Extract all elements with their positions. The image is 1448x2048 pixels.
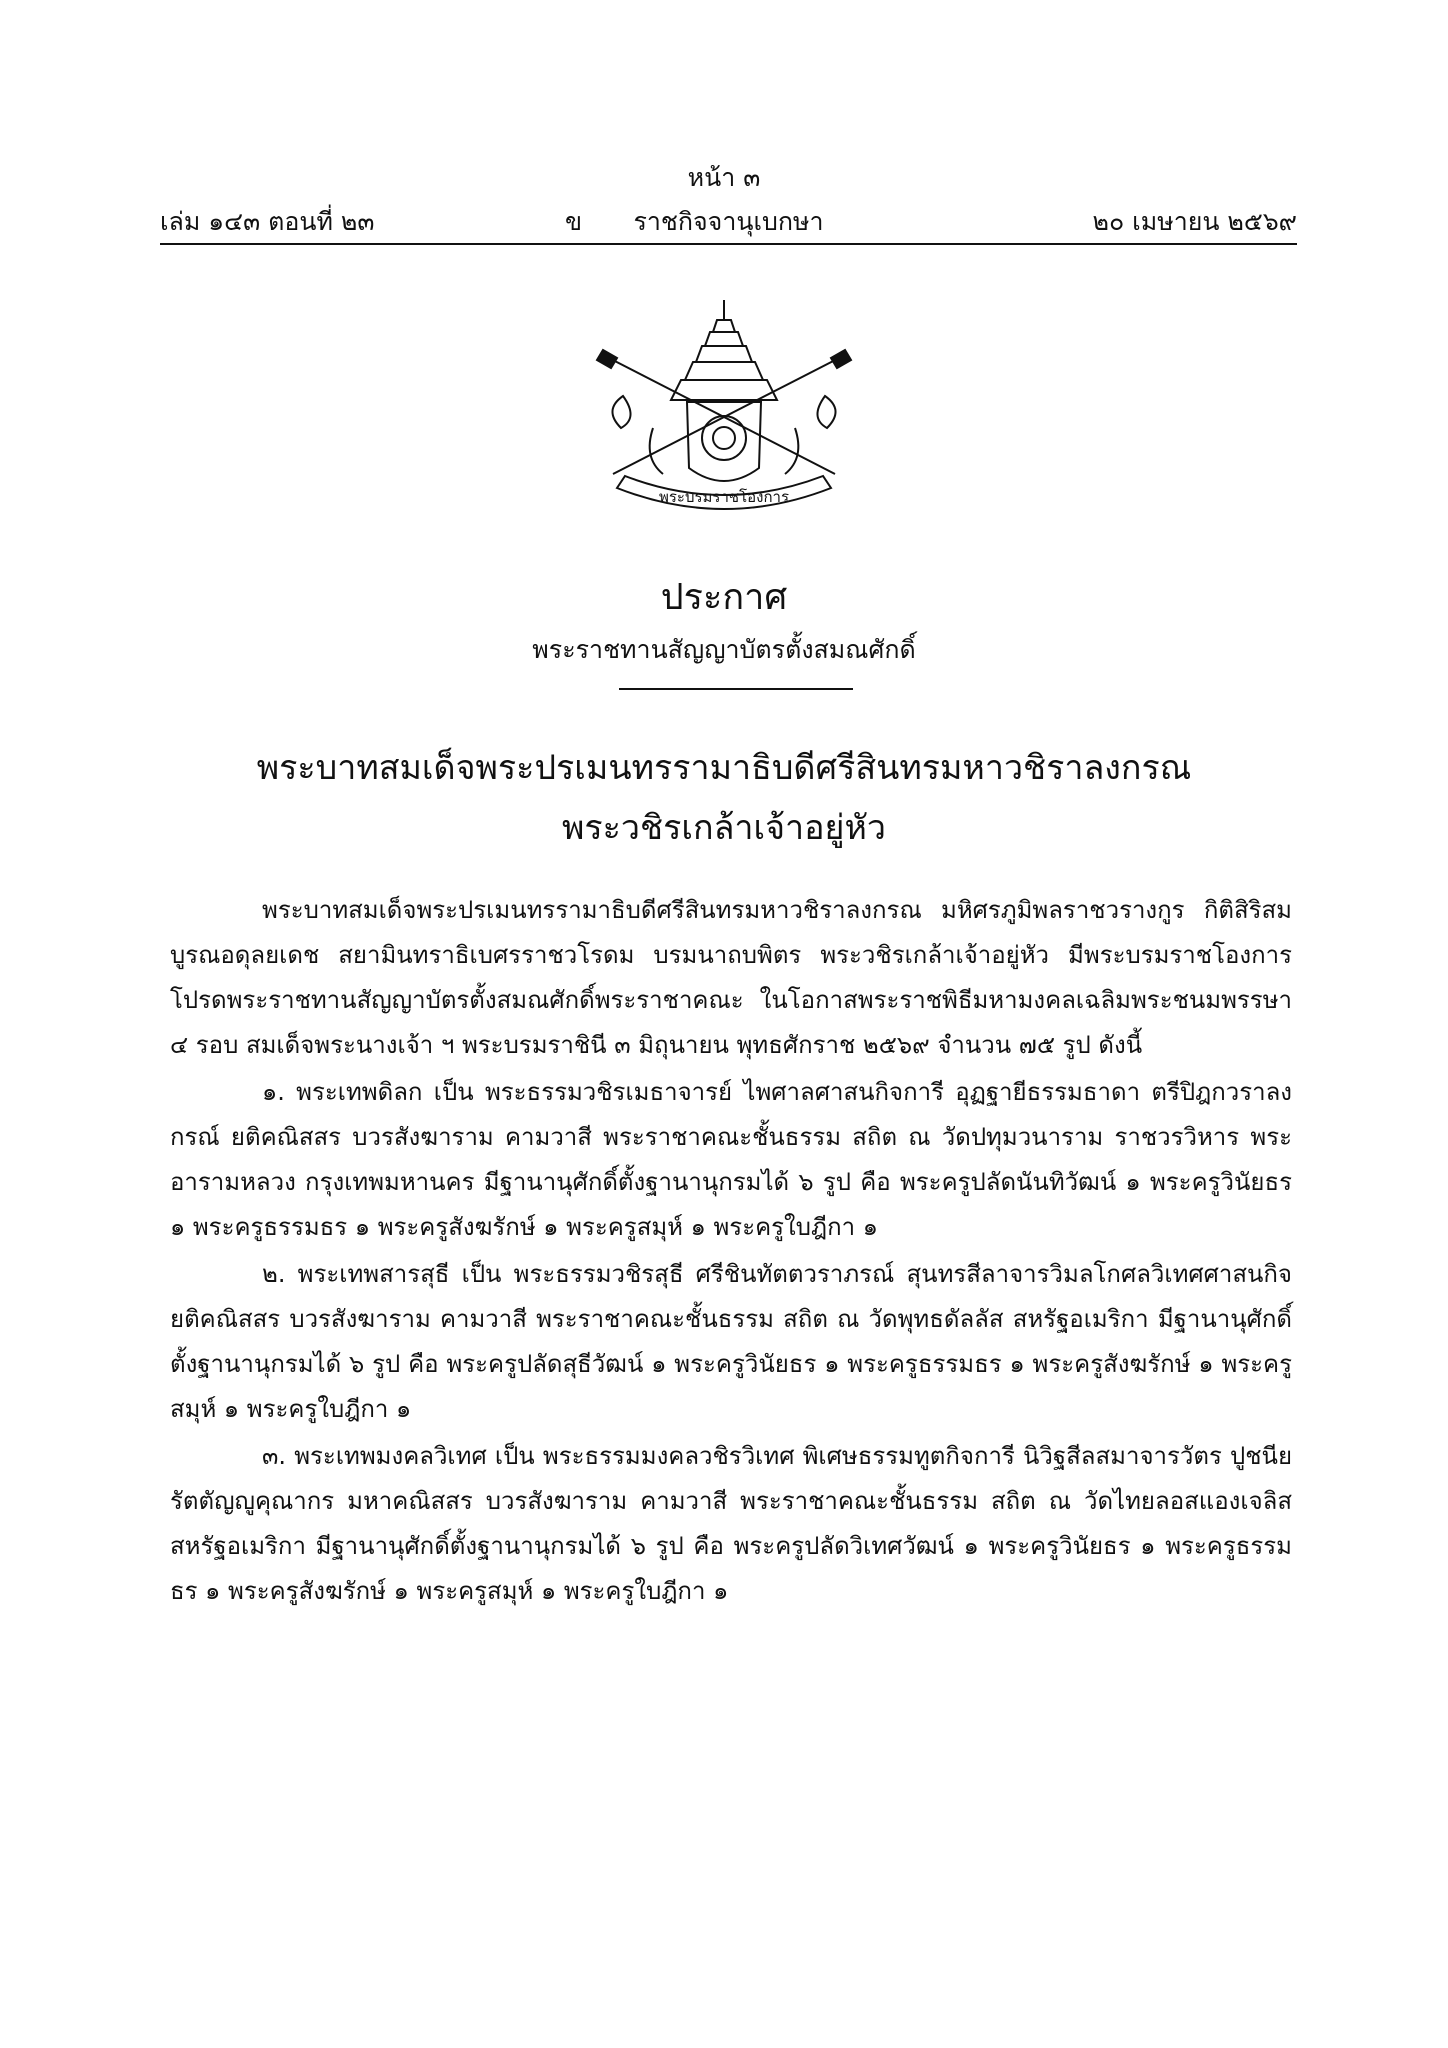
preamble-paragraph: พระบาทสมเด็จพระปรเมนทรรามาธิบดีศรีสินทรมหาวชิราลงกรณ มหิศรภูมิพลราชวรางกูร กิติสิริสมบูรณอดุลยเดช สยามินทราธิเบศรราชวโรดม บรมนาถบพิตร พระวชิรเกล้าเจ้าอยู่หัว มีพระบรมราชโองการโปรดพระราชทานสัญญาบัตรตั้งสมณศักดิ์พระราชาคณะ ในโอกาสพระราชพิธีมหามงคลเฉลิมพระชนมพรรษา ๔ รอบ สมเด็จพระนางเจ้า ฯ พระบรมราชินี ๓ มิถุนายน พุทธศักราช ๒๕๖๙ จำนวน ๗๕ รูป ดังนี้ <box>170 896 1292 1059</box>
volume-number: เล่ม ๑๔๓ ตอนที่ ๒๓ <box>160 207 375 236</box>
king-name-line-1: พระบาทสมเด็จพระปรเมนทรรามาธิบดีศรีสินทรมหาวชิราลงกรณ <box>256 748 1192 788</box>
title-divider <box>619 688 853 690</box>
announcement-body <box>170 888 1292 1616</box>
gazette-header <box>160 202 1297 238</box>
king-name <box>0 738 1448 858</box>
publication-date: ๒๐ เมษายน ๒๕๖๙ <box>1092 207 1297 236</box>
page-number: หน้า ๓ <box>687 163 761 192</box>
appointment-item-1: ๑. พระเทพดิลก เป็น พระธรรมวชิรเมธาจารย์ ไพศาลศาสนกิจการี อุฏฐายีธรรมธาดา ตรีปิฎกวราลงกรณ์ ยติคณิสสร บวรสังฆาราม คามวาสี พระราชาคณะชั้นธรรม สถิต ณ วัดปทุมวนาราม ราชวรวิหาร พระอารามหลวง กรุงเทพมหานคร มีฐานานุศักดิ์ตั้งฐานานุกรมได้ ๖ รูป คือ พระครูปลัดนันทิวัฒน์ ๑ พระครูวินัยธร ๑ พระครูธรรมธร ๑ พระครูสังฆรักษ์ ๑ พระครูสมุห์ ๑ พระครูใบฎีกา ๑ <box>170 1078 1292 1241</box>
announcement-title: ประกาศ <box>660 577 788 618</box>
royal-seal-emblem-icon <box>583 298 865 534</box>
appointment-item-2: ๒. พระเทพสารสุธี เป็น พระธรรมวชิรสุธี ศรีชินทัตตวราภรณ์ สุนทรสีลาจารวิมลโกศลวิเทศศาสนกิจ ยติคณิสสร บวรสังฆาราม คามวาสี พระราชาคณะชั้นธรรม สถิต ณ วัดพุทธดัลลัส สหรัฐอเมริกา มีฐานานุศักดิ์ตั้งฐานานุกรมได้ ๖ รูป คือ พระครูปลัดสุธีวัฒน์ ๑ พระครูวินัยธร ๑ พระครูธรรมธร ๑ พระครูสังฆรักษ์ ๑ พระครูสมุห์ ๑ พระครูใบฎีกา ๑ <box>170 1260 1292 1423</box>
publication-name: ราชกิจจานุเบกษา <box>633 207 824 236</box>
section-letter: ข <box>565 207 583 236</box>
king-name-line-2: พระวชิรเกล้าเจ้าอยู่หัว <box>562 808 886 848</box>
announcement-subtitle: พระราชทานสัญญาบัตรตั้งสมณศักดิ์ <box>532 635 916 664</box>
header-divider <box>160 243 1297 245</box>
appointment-item-3: ๓. พระเทพมงคลวิเทศ เป็น พระธรรมมงคลวชิรวิเทศ พิเศษธรรมทูตกิจการี นิวิฐสีลสมาจารวัตร ปูชนียรัตตัญญูคุณากร มหาคณิสสร บวรสังฆาราม คามวาสี พระราชาคณะชั้นธรรม สถิต ณ วัดไทยลอสแองเจลิส สหรัฐอเมริกา มีฐานานุศักดิ์ตั้งฐานานุกรมได้ ๖ รูป คือ พระครูปลัดวิเทศวัฒน์ ๑ พระครูวินัยธร ๑ พระครูธรรมธร ๑ พระครูสังฆรักษ์ ๑ พระครูสมุห์ ๑ พระครูใบฎีกา ๑ <box>170 1442 1292 1605</box>
emblem-ribbon-text: พระบรมราชโองการ <box>658 488 790 506</box>
